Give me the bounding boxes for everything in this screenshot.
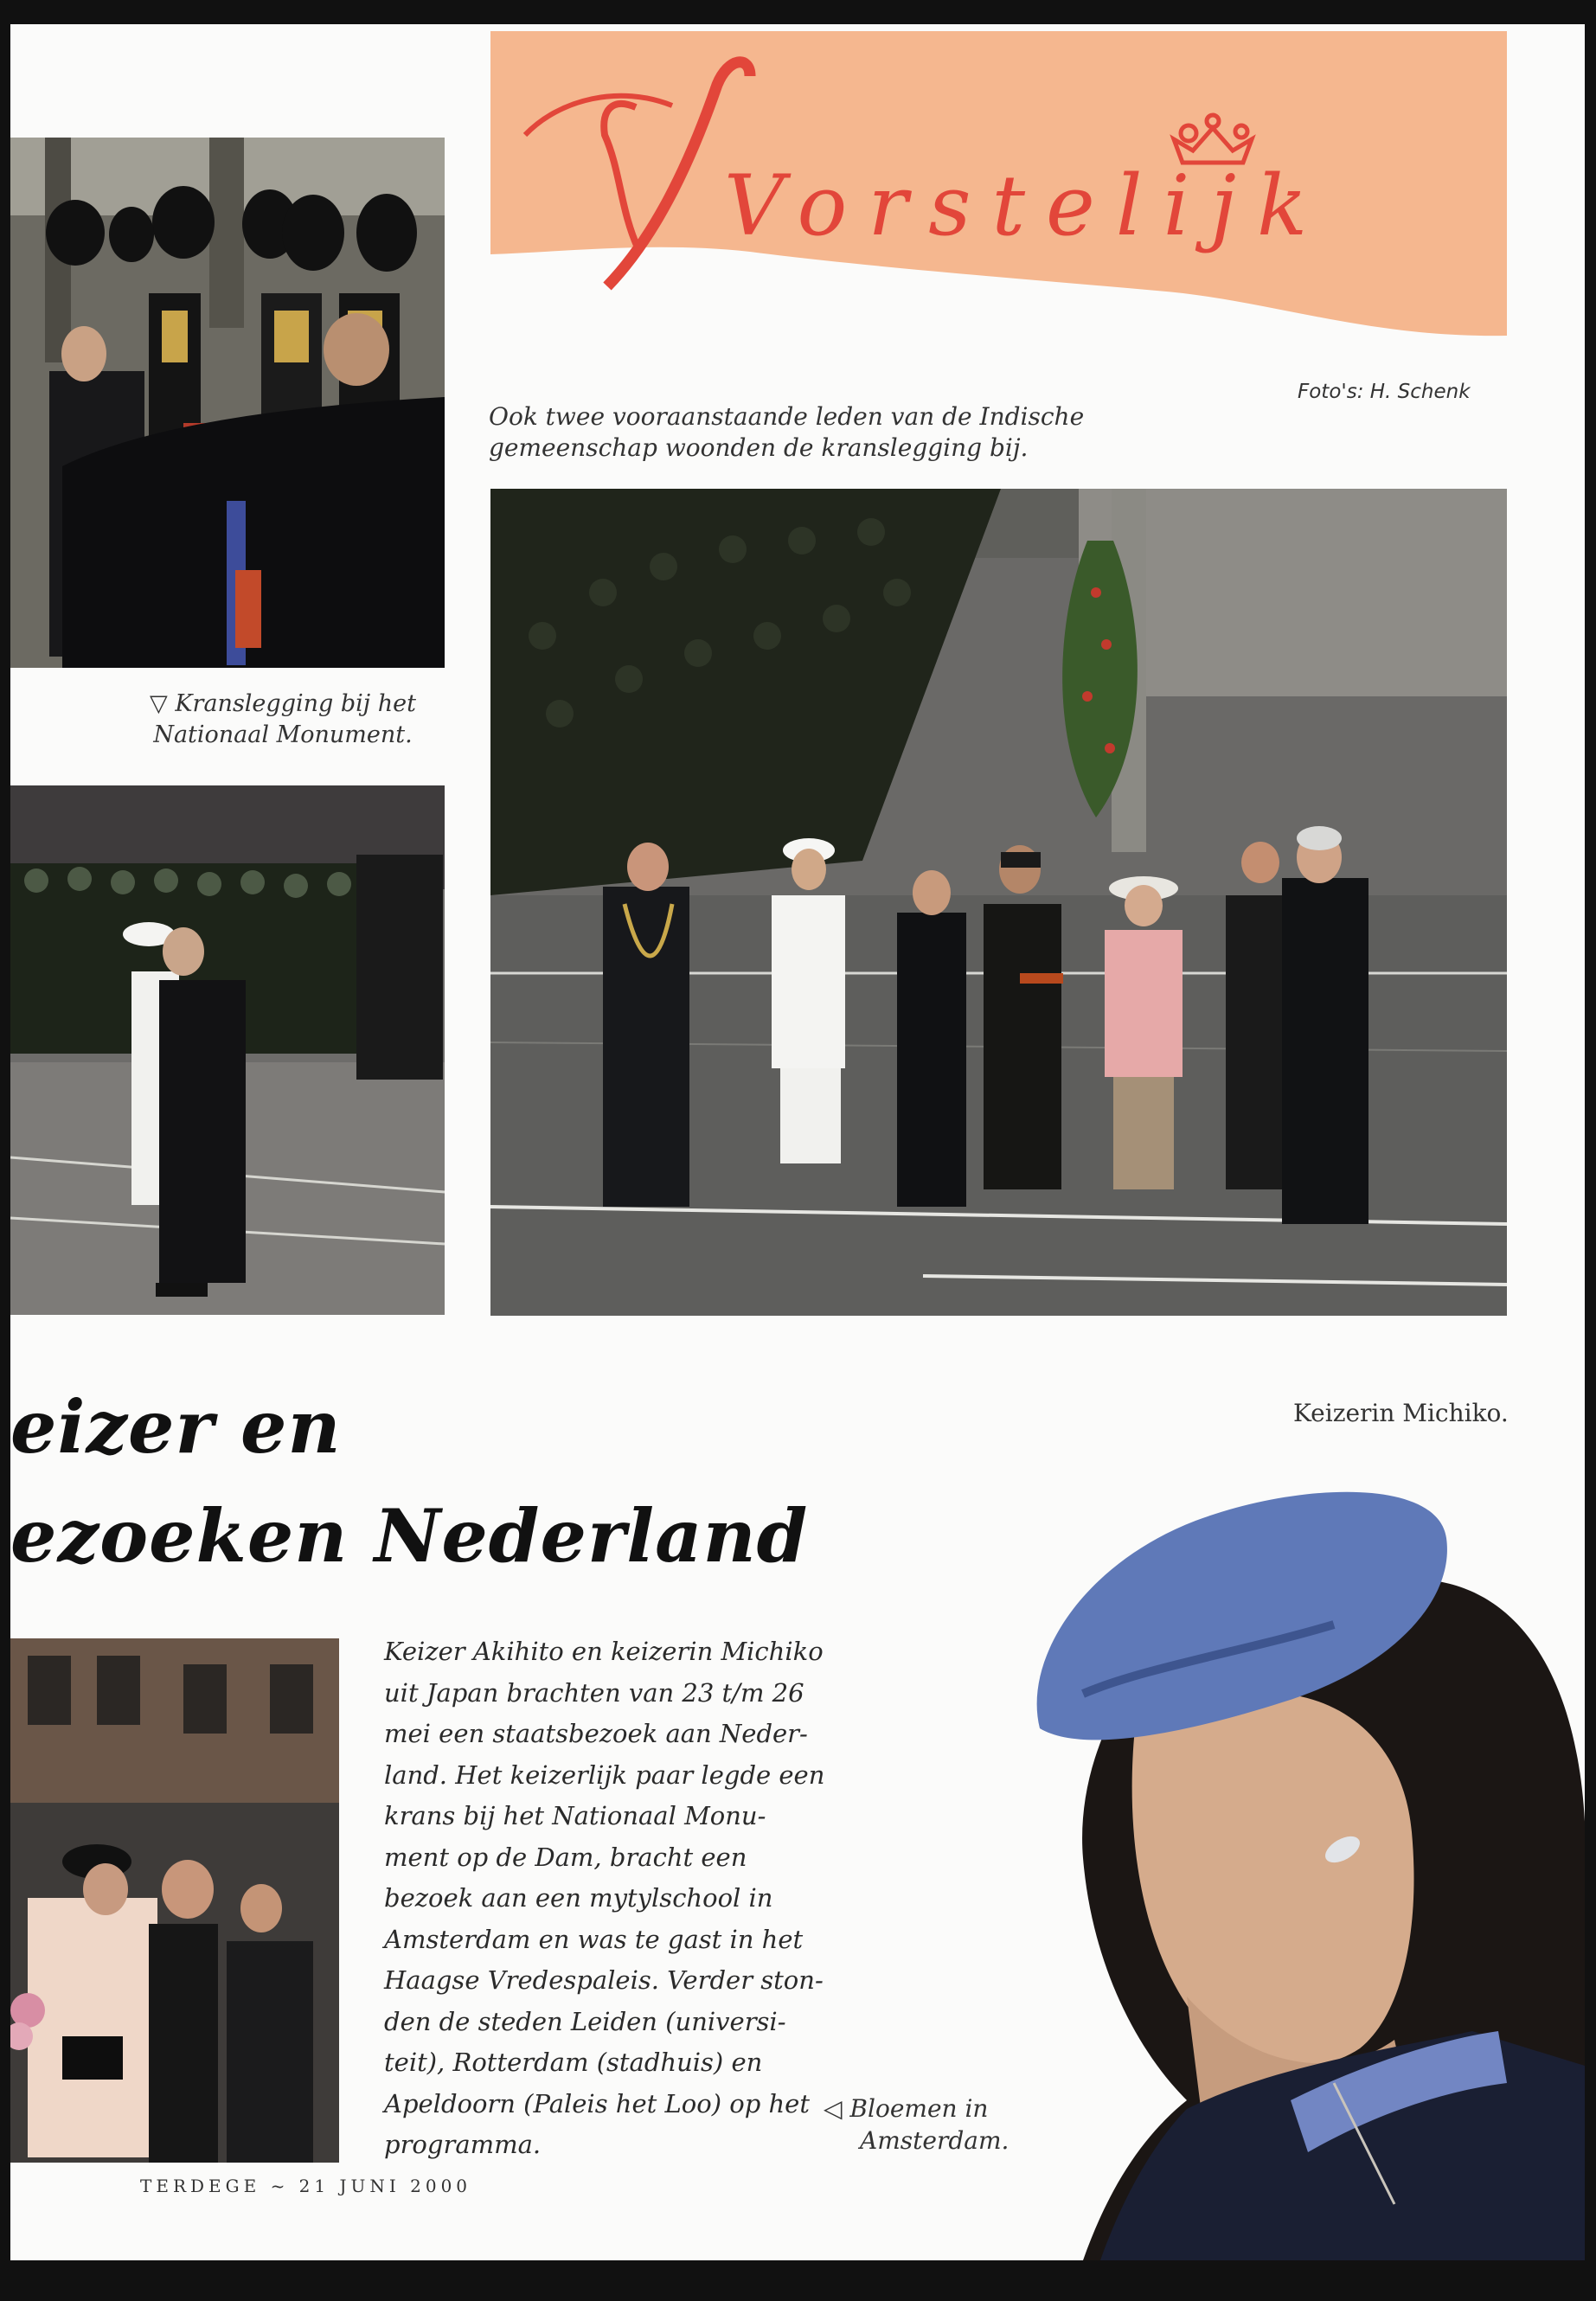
- banner-script-text: Vorstelijk: [724, 157, 1329, 254]
- bloemen-photo: [10, 1638, 339, 2163]
- article-line: Keizer Akihito en keizerin Michiko: [384, 1637, 824, 1666]
- article-line: Amsterdam en was te gast in het: [384, 1924, 804, 1954]
- headline-line-1: eizer en: [10, 1384, 342, 1470]
- bloemen-caption: ◁ Bloemen in Amsterdam.: [824, 2094, 1010, 2155]
- procession-photo: [490, 489, 1507, 1316]
- michiko-caption: Keizerin Michiko.: [1293, 1399, 1509, 1427]
- article-line: ment op de Dam, bracht een: [384, 1842, 747, 1872]
- article-line: land. Het keizerlijk paar legde een: [384, 1759, 825, 1790]
- article-line: krans bij het Nationaal Monu-: [384, 1801, 766, 1830]
- article-line: programma.: [384, 2130, 542, 2159]
- article-line: teit), Rotterdam (stadhuis) en: [384, 2048, 763, 2077]
- article-line: uit Japan brachten van 23 t/m 26: [384, 1677, 804, 1708]
- article-body: [384, 1631, 825, 2166]
- headline-line-2: ezoeken Nederland: [10, 1493, 809, 1579]
- magazine-page: [10, 24, 1585, 2260]
- page-footer: TERDEGE ~ 21 JUNI 2000: [140, 2176, 472, 2196]
- kranslegging-caption: ▽ Kranslegging bij het Nationaal Monument.: [150, 690, 416, 748]
- indische-caption: Ook twee vooraanstaande leden van de Indische gemeenschap woonden de kranslegging bij.: [489, 402, 1085, 462]
- article-line: bezoek aan een mytylschool in: [384, 1883, 773, 1913]
- section-banner: [490, 31, 1507, 351]
- article-line: den de steden Leiden (universi-: [384, 2006, 786, 2036]
- article-line: mei een staatsbezoek aan Neder-: [384, 1719, 808, 1748]
- article-line: Haagse Vredespaleis. Verder ston-: [384, 1965, 824, 1995]
- kranslegging-photo: [10, 138, 445, 668]
- photo-credit: Foto's: H. Schenk: [1298, 381, 1471, 403]
- article-line: Apeldoorn (Paleis het Loo) op het: [384, 2088, 810, 2118]
- couple-photo: [10, 785, 445, 1315]
- michiko-portrait: [988, 1443, 1585, 2260]
